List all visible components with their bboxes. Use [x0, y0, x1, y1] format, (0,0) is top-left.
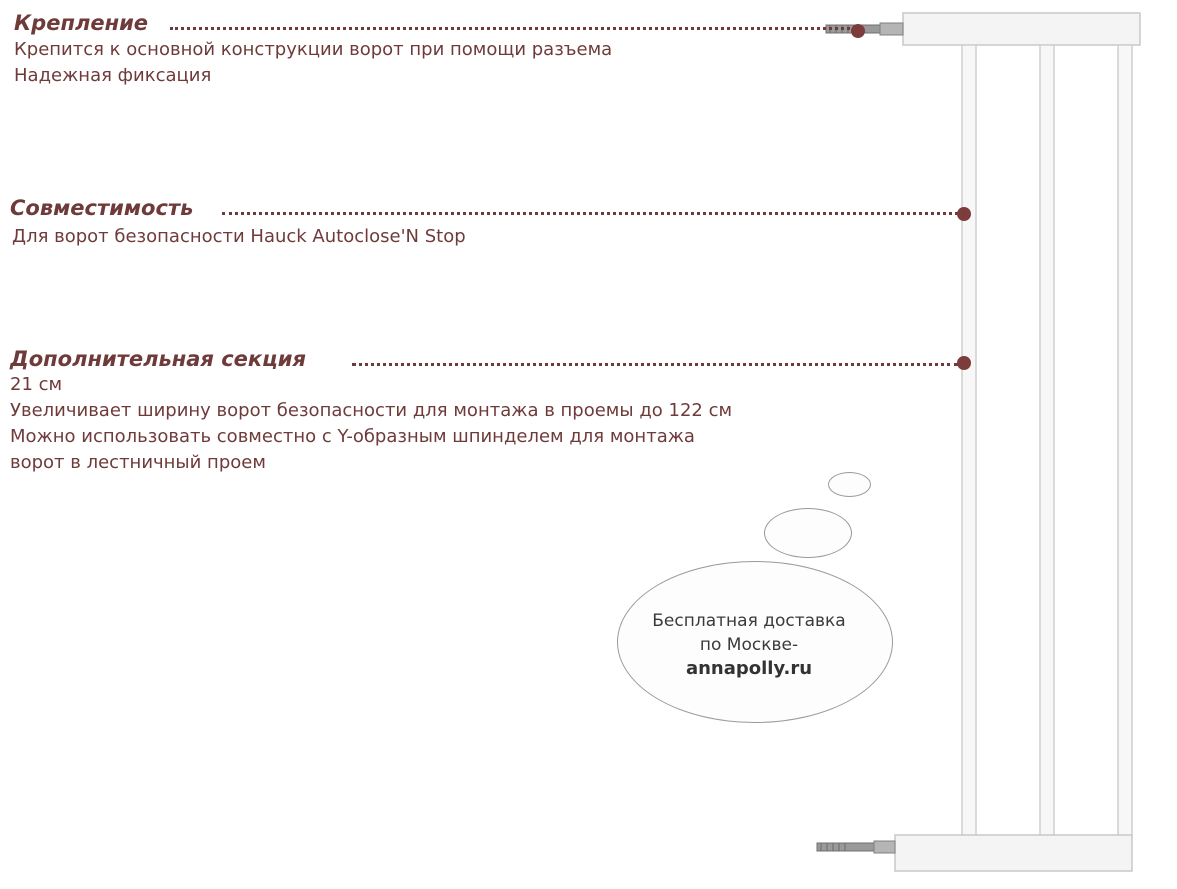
leader-dots [352, 363, 958, 366]
delivery-line-1: Бесплатная доставка [652, 611, 846, 631]
gate-bottom-rail [895, 835, 1132, 871]
feature-desc-line: Для ворот безопасности Hauck Autoclose'N Stop [12, 226, 466, 247]
delivery-bubble-text [609, 609, 889, 681]
pin-marker [957, 356, 971, 370]
gate-bar-1 [962, 45, 976, 837]
feature-title-compatibility: Совместимость [10, 196, 194, 220]
thought-bubble-medium [764, 508, 852, 558]
delivery-line-2: по Москве- [699, 635, 799, 655]
pin-marker [957, 207, 971, 221]
gate-bar-3 [1118, 45, 1132, 837]
site-link[interactable]: annapolly.ru [685, 658, 813, 679]
feature-desc-line: Можно использовать совместно с Y-образным шпинделем для монтажа [10, 426, 695, 447]
gate-bar-2 [1040, 45, 1054, 837]
feature-desc-line: 21 см [10, 374, 63, 395]
leader-dots [170, 27, 856, 30]
pin-marker [851, 24, 865, 38]
feature-desc-line: Надежная фиксация [14, 65, 212, 86]
feature-title-extra-section: Дополнительная секция [10, 347, 306, 371]
leader-dots [222, 212, 958, 215]
feature-title-mounting: Крепление [14, 11, 149, 35]
gate-top-rail [903, 13, 1140, 45]
feature-desc-line: Крепится к основной конструкции ворот при помощи разъема [14, 39, 613, 60]
thought-bubble-small [828, 472, 871, 497]
feature-desc-line: ворот в лестничный проем [10, 452, 266, 473]
feature-desc-line: Увеличивает ширину ворот безопасности для монтажа в проемы до 122 см [10, 400, 733, 421]
